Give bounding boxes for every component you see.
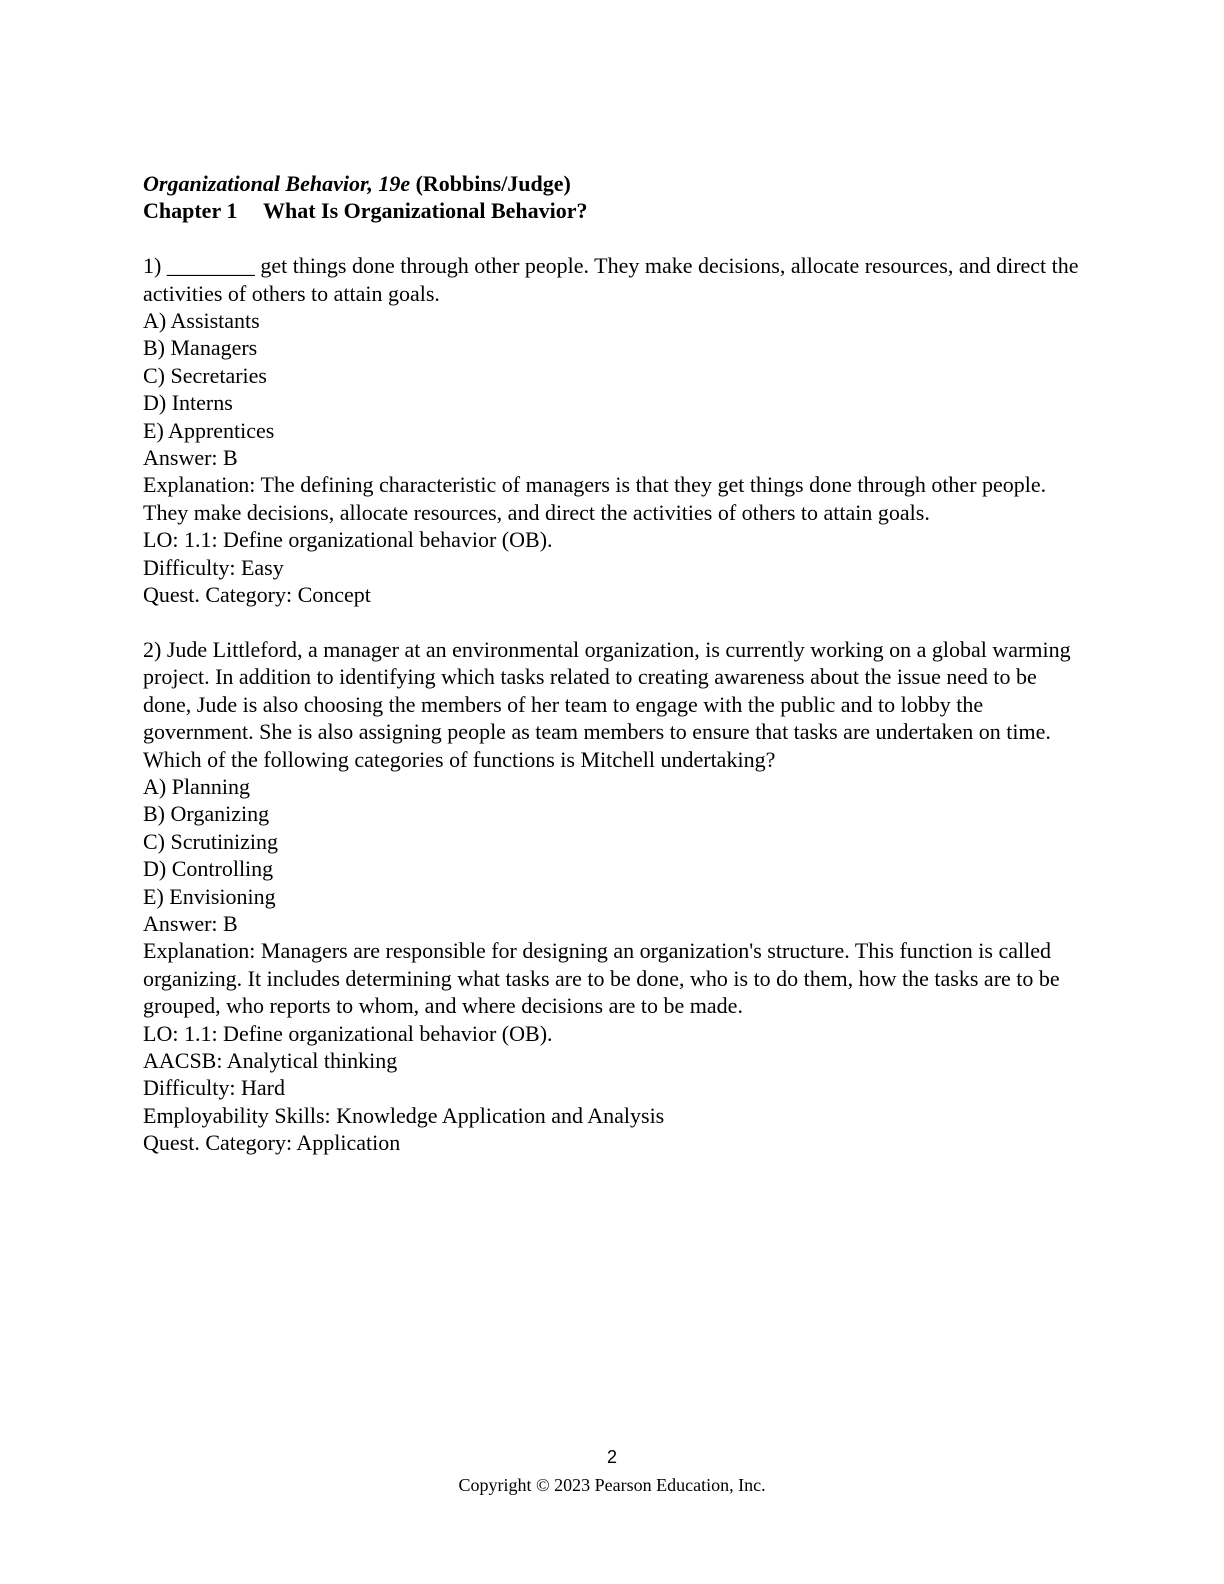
learning-objective: LO: 1.1: Define organizational behavior (OB). [143,1020,553,1046]
question-1 [143,252,1083,608]
option-c: C) Secretaries [143,362,267,388]
option-d: D) Controlling [143,856,274,882]
employability-skills: Employability Skills: Knowledge Application and Analysis [143,1102,665,1128]
option-a: A) Planning [143,773,250,799]
question-stem: 2) Jude Littleford, a manager at an environmental organization, is currently working on a global warming project. In addition to identifying which tasks related to creating awareness about the issue need to be done, Jude is also choosing the members of her team to engage with the public and to lobby the government. She is also assigning people as team members to ensure that tasks are undertaken on time. Which of the following categories of functions is Mitchell undertaking? [143,636,1071,772]
book-header [143,170,1083,197]
spacer [143,225,1083,252]
document-page [143,170,1083,1157]
chapter-label: Chapter 1 [143,198,238,224]
option-d: D) Interns [143,390,233,416]
learning-objective: LO: 1.1: Define organizational behavior (OB). [143,527,553,553]
chapter-heading [143,197,1083,224]
book-title: Organizational Behavior, 19e [143,171,411,196]
option-a: A) Assistants [143,308,260,334]
question-stem: 1) ________ get things done through other people. They make decisions, allocate resources, and direct the activities of others to attain goals. [143,253,1079,306]
explanation: Explanation: The defining characteristic of managers is that they get things done through other people. They make decisions, allocate resources, and direct the activities of others to attain goals. [143,472,1047,525]
difficulty: Difficulty: Easy [143,554,284,580]
option-b: B) Organizing [143,801,270,827]
difficulty: Difficulty: Hard [143,1075,285,1101]
option-e: E) Envisioning [143,883,276,909]
question-2 [143,636,1083,1157]
option-b: B) Managers [143,335,258,361]
explanation: Explanation: Managers are responsible for designing an organization's structure. This function is called organizing. It includes determining what tasks are to be done, who is to do them, how the tasks are to be grouped, who reports to whom, and where decisions are to be made. [143,938,1060,1019]
option-c: C) Scrutinizing [143,828,279,854]
aacsb: AACSB: Analytical thinking [143,1047,398,1073]
answer: Answer: B [143,445,238,471]
question-category: Quest. Category: Concept [143,582,371,608]
page-number: 2 [606,1447,617,1467]
copyright-notice: Copyright © 2023 Pearson Education, Inc. [458,1475,766,1495]
book-authors: (Robbins/Judge) [415,171,571,196]
option-e: E) Apprentices [143,417,275,443]
answer: Answer: B [143,910,238,936]
question-category: Quest. Category: Application [143,1130,401,1156]
chapter-title: What Is Organizational Behavior? [263,198,588,224]
